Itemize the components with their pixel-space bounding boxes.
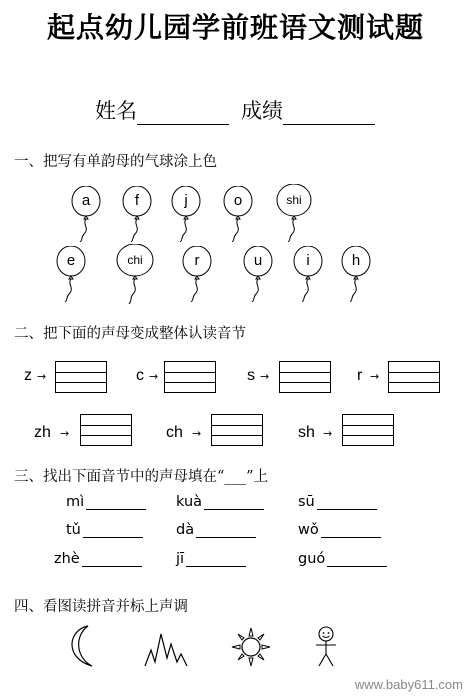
balloon-label: i xyxy=(306,252,310,269)
balloon-label: shi xyxy=(286,193,302,207)
arrow-icon: → xyxy=(192,427,202,440)
answer-blank[interactable] xyxy=(204,496,264,510)
writing-box[interactable] xyxy=(211,414,263,446)
syllable: wǒ xyxy=(298,522,319,538)
initial-letter: r xyxy=(357,367,363,384)
syllable-item xyxy=(298,522,381,538)
writing-box[interactable] xyxy=(164,361,216,393)
watermark: www.baby611.com xyxy=(354,677,463,692)
initial-letter: s xyxy=(247,367,255,384)
name-score-row xyxy=(95,95,375,125)
balloon-label: e xyxy=(66,252,76,269)
syllable: tǔ xyxy=(66,522,81,538)
initial-letter: sh xyxy=(298,424,315,441)
syllable: guó xyxy=(298,551,326,567)
balloon xyxy=(222,186,254,242)
balloon-label: f xyxy=(134,192,140,209)
score-blank xyxy=(283,107,375,125)
balloon-label: j xyxy=(184,192,188,209)
page-title: 起点幼儿园学前班语文测试题 xyxy=(46,11,424,44)
answer-blank[interactable] xyxy=(86,496,146,510)
syllable: dà xyxy=(176,522,195,538)
name-label: 姓名 xyxy=(95,99,137,123)
initial-letter: c xyxy=(136,367,144,384)
balloon-label: h xyxy=(351,252,361,269)
balloon xyxy=(292,246,324,302)
moon-icon xyxy=(62,624,102,672)
writing-box[interactable] xyxy=(388,361,440,393)
syllable-item xyxy=(298,494,377,510)
syllable-item xyxy=(66,494,146,510)
balloon xyxy=(275,184,313,242)
balloon-label: a xyxy=(81,192,91,209)
writing-box[interactable] xyxy=(279,361,331,393)
section-4-heading: 四、看图读拼音并标上声调 xyxy=(14,599,188,615)
arrow-icon: → xyxy=(60,427,70,440)
syllable: sū xyxy=(298,494,315,510)
writing-box[interactable] xyxy=(55,361,107,393)
section-1-heading: 一、把写有单韵母的气球涂上色 xyxy=(14,154,217,170)
balloon xyxy=(340,246,372,302)
balloon xyxy=(242,246,274,302)
arrow-icon: → xyxy=(37,370,47,383)
name-blank xyxy=(137,107,229,125)
answer-blank[interactable] xyxy=(317,496,377,510)
score-label: 成绩 xyxy=(241,99,283,123)
syllable-item xyxy=(298,551,387,567)
arrow-icon: → xyxy=(260,370,270,383)
answer-blank[interactable] xyxy=(196,524,256,538)
syllable-item xyxy=(66,522,143,538)
balloon xyxy=(115,244,155,304)
writing-box[interactable] xyxy=(342,414,394,446)
initial-letter: ch xyxy=(166,424,183,441)
initial-letter: zh xyxy=(34,424,51,441)
writing-box[interactable] xyxy=(80,414,132,446)
balloon-label: u xyxy=(253,252,263,269)
syllable-item xyxy=(176,494,264,510)
answer-blank[interactable] xyxy=(83,524,143,538)
syllable: zhè xyxy=(54,551,80,567)
balloon xyxy=(55,246,87,302)
balloon xyxy=(170,186,202,242)
syllable: kuà xyxy=(176,494,203,510)
arrow-icon: → xyxy=(149,370,159,383)
syllable: jī xyxy=(176,551,185,567)
answer-blank[interactable] xyxy=(321,524,381,538)
section-3-heading: 三、找出下面音节中的声母填在“___”上 xyxy=(14,469,269,485)
answer-blank[interactable] xyxy=(82,553,142,567)
mountain-icon xyxy=(143,628,189,672)
initial-letter: z xyxy=(24,367,32,384)
balloon-label: r xyxy=(194,252,200,269)
person-icon xyxy=(312,626,340,672)
balloon xyxy=(181,246,213,302)
answer-blank[interactable] xyxy=(186,553,246,567)
balloon xyxy=(121,186,153,242)
syllable: mì xyxy=(66,494,85,510)
section-2-heading: 二、把下面的声母变成整体认读音节 xyxy=(14,326,246,342)
balloon-label: chi xyxy=(127,253,143,267)
sun-icon xyxy=(230,626,272,672)
arrow-icon: → xyxy=(370,370,380,383)
syllable-item xyxy=(176,522,256,538)
answer-blank[interactable] xyxy=(327,553,387,567)
syllable-item xyxy=(176,551,246,567)
balloon-label: o xyxy=(233,192,243,209)
syllable-item xyxy=(54,551,142,567)
balloon xyxy=(70,186,102,242)
arrow-icon: → xyxy=(323,427,333,440)
